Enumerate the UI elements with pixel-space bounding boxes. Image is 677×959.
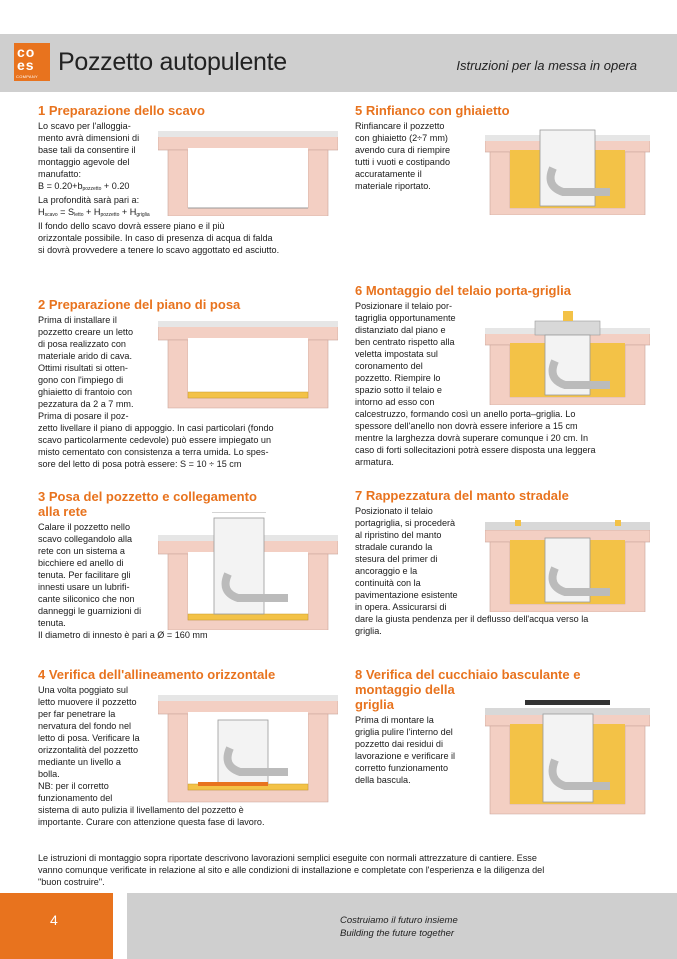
page-subtitle: Istruzioni per la messa in opera [456,58,637,73]
section-3-text-wide: Il diametro di innesto è pari a Ø = 160 mm [38,630,208,640]
section-6-text-wide: calcestruzzo, formando così un anello porta–griglia. Lo spessore dell'anello non dovrà essere inferiore a 15 cm mentre la larghezza dovrà superare comunque i 20 cm. In caso di forti sollecitazioni potrà essere disposta una leggera armatura. [355,409,596,467]
section-5-diagram [485,120,650,215]
section-7-diagram [485,512,650,612]
section-5-title: 5 Rinfianco con ghiaietto [355,103,510,118]
section-3-title: 3 Posa del pozzetto e collegamento alla rete [38,489,257,519]
page-title: Pozzetto autopulente [58,48,287,76]
section-1-text-wide: Il fondo dello scavo dovrà essere piano e il più orizzontale possibile. In caso di presenza di acqua di falda si dovrà provvedere a tenere lo scavo aggottato ed asciutto. [38,221,280,255]
section-1-title: 1 Preparazione dello scavo [38,103,205,118]
section-1-formula-h: $H_{scavo} = S_{letto} + H_{pozzetto} + H_{griglia}$ [38,207,150,218]
section-3-diagram [158,512,338,630]
section-7-text: Posizionato il telaio portagriglia, si procederà al ripristino del manto stradale curando la stesura del primer di ancoraggio e la continuità con la pavimentazione esistente in opera. Assicurarsi di [355,506,458,612]
logo-text-top: co [17,44,36,60]
section-2-diagram [158,318,338,410]
footer-bar [127,893,677,959]
logo-text-bottom: es [17,57,35,73]
page-number: 4 [50,912,58,928]
section-7-text-wide: dare la giusta pendenza per il deflusso dell'acqua verso la griglia. [355,614,589,636]
section-1-depth: La profondità sarà pari a: [38,195,140,205]
section-4-title: 4 Verifica dell'allineamento orizzontale [38,667,276,682]
section-6-text: Posizionare il telaio por- tagriglia opportunamente distanziato dal piano e ben centrato rispetto alla veletta impostata sul coronamento del pozzetto. Riempire lo spazio sotto il telaio e intorno ad esso con [355,301,456,407]
installation-note: Le istruzioni di montaggio sopra riportate descrivono lavorazioni semplici eseguite con normali attrezzature di cantiere. Esse vanno comunque verificate in relazione al sito e alle condizioni di installazione e completate con l'esperienza e la diligenza del "buon costruire". [38,853,545,887]
section-7-title: 7 Rappezzatura del manto stradale [355,488,569,503]
company-logo [14,43,50,81]
footer-tagline-en: Building the future together [340,928,455,939]
section-8-title: 8 Verifica del cucchiaio basculante e montaggio della griglia [355,667,581,712]
section-1-diagram [158,128,338,216]
section-2-title: 2 Preparazione del piano di posa [38,297,241,312]
section-1-text: Lo scavo per l'alloggia- mento avrà dimensioni di base tali da consentire il montaggio agevole del manufatto: [38,121,140,179]
section-4-diagram [158,690,338,808]
section-2-text-wide: zetto livellare il piano di appoggio. In casi particolari (fondo scavo particolarmente cedevole) può essere impiegato un misto cementato con consistenza a terra umida. Lo spes- sore del letto di posa potrà essere: S = 10 ÷ 15 cm [38,423,274,469]
section-8-text: Prima di montare la griglia pulire l'interno del pozzetto dai residui di lavorazione e verificare il corretto funzionamento della bascula. [355,715,456,785]
section-5-text: Rinfiancare il pozzetto con ghiaietto (2÷7 mm) avendo cura di riempire tutti i vuoti e costipando accuratamente il materiale riportato. [355,121,451,191]
section-8-diagram [485,700,650,818]
section-1-formula-b: $B = 0.20+b_{pozzetto} + 0.20$ [38,181,130,192]
section-6-diagram [485,305,650,405]
section-3-text: Calare il pozzetto nello scavo collegandolo alla rete con un sistema a bicchiere ed anello di tenuta. Per facilitare gli innesti usare un lubrifi- cante siliconico che non danneggi le guarnizioni di tenuta. [38,522,142,628]
section-2-text: Prima di installare il pozzetto creare un letto di posa realizzato con materiale arido di cava. Ottimi risultati si otten- gono con l'impiego di ghiaietto di frantoio con pezzatura da 2 a 7 mm. Prima di posare il poz- [38,315,134,421]
section-4-text-wide: sistema di auto pulizia il livellamento del pozzetto è importante. Curare con attenzione questa fase di lavoro. [38,805,265,827]
footer-tagline-it: Costruiamo il futuro insieme [340,915,458,926]
section-6-title: 6 Montaggio del telaio porta-griglia [355,283,571,298]
logo-text-company: COMPANY [16,74,39,79]
section-4-text: Una volta poggiato sul letto muovere il pozzetto per far penetrare la nervatura del fondo nel letto di posa. Verificare la orizzontalità del pozzetto mediante un livello a bolla. NB: per il corretto funzionamento del [38,685,140,803]
